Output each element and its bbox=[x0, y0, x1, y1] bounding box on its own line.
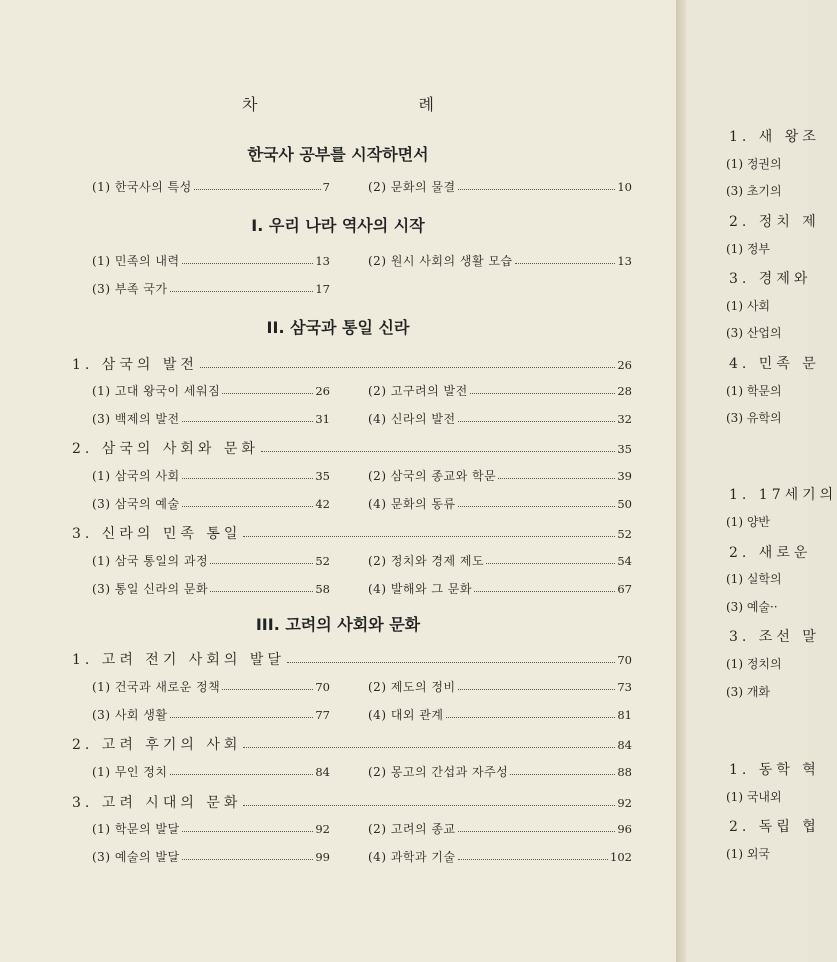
toc-entry[interactable]: (2) 제도의 정비 73 bbox=[368, 680, 632, 694]
toc-chapter[interactable]: 2. 삼국의 사회와 문화 35 bbox=[72, 441, 632, 457]
toc-chapter[interactable]: 2. 독립 협 bbox=[729, 819, 820, 835]
toc-entry[interactable]: (4) 신라의 발전 32 bbox=[368, 412, 632, 426]
book-gutter bbox=[676, 0, 686, 962]
toc-chapter[interactable]: 4. 민족 문 bbox=[729, 356, 820, 372]
toc-entry[interactable]: (1) 사회 bbox=[726, 299, 770, 313]
toc-chapter[interactable]: 2. 새로운 bbox=[729, 545, 812, 561]
toc-chapter[interactable]: 1. 고려 전기 사회의 발달 70 bbox=[72, 652, 632, 668]
toc-chapter[interactable]: 3. 조선 말 bbox=[729, 629, 820, 645]
toc-entry[interactable]: (2) 문화의 물결 10 bbox=[368, 180, 632, 194]
toc-entry[interactable]: (1) 정치의 bbox=[726, 657, 782, 671]
toc-entry[interactable]: (2) 고려의 종교 96 bbox=[368, 822, 632, 836]
toc-entry[interactable]: (1) 정권의 bbox=[726, 157, 782, 171]
toc-chapter[interactable]: 3. 고려 시대의 문화 92 bbox=[72, 795, 632, 811]
toc-entry[interactable]: (3) 산업의 bbox=[726, 326, 782, 340]
toc-entry[interactable]: (3) 예술·· bbox=[726, 600, 778, 614]
toc-entry[interactable]: (1) 학문의 발달 92 bbox=[92, 822, 330, 836]
toc-chapter[interactable]: 2. 고려 후기의 사회 84 bbox=[72, 737, 632, 753]
toc-entry[interactable]: (1) 삼국의 사회 35 bbox=[92, 469, 330, 483]
toc-entry[interactable]: (3) 사회 생활 77 bbox=[92, 708, 330, 722]
toc-entry[interactable]: (3) 백제의 발전 31 bbox=[92, 412, 330, 426]
toc-entry[interactable]: (4) 문화의 동류 50 bbox=[368, 497, 632, 511]
toc-entry[interactable]: (1) 한국사의 특성 7 bbox=[92, 180, 330, 194]
section-heading-part-2: II. 삼국과 통일 신라 bbox=[266, 318, 410, 337]
toc-entry[interactable]: (2) 삼국의 종교와 학문 39 bbox=[368, 469, 632, 483]
toc-entry[interactable]: (3) 유학의 bbox=[726, 411, 782, 425]
section-heading-part-1: I. 우리 나라 역사의 시작 bbox=[251, 216, 425, 235]
toc-entry[interactable]: (1) 고대 왕국이 세워짐 26 bbox=[92, 384, 330, 398]
section-heading-intro: 한국사 공부를 시작하면서 bbox=[247, 145, 429, 164]
toc-entry[interactable]: (1) 민족의 내력 13 bbox=[92, 254, 330, 268]
toc-entry[interactable]: (3) 삼국의 예술 42 bbox=[92, 497, 330, 511]
toc-chapter[interactable]: 1. 새 왕조 bbox=[729, 129, 820, 145]
toc-entry[interactable]: (4) 과학과 기술 102 bbox=[368, 850, 632, 864]
toc-entry[interactable]: (1) 정부 bbox=[726, 242, 770, 256]
toc-entry[interactable]: (1) 삼국 통일의 과정 52 bbox=[92, 554, 330, 568]
page-title: 차 례 bbox=[242, 95, 512, 114]
right-page bbox=[686, 0, 837, 962]
toc-chapter[interactable]: 1. 삼국의 발전 26 bbox=[72, 357, 632, 373]
toc-chapter[interactable]: 2. 정치 제 bbox=[729, 214, 820, 230]
toc-entry[interactable]: (2) 원시 사회의 생활 모습 13 bbox=[368, 254, 632, 268]
toc-entry[interactable]: (1) 학문의 bbox=[726, 384, 782, 398]
toc-entry[interactable]: (1) 실학의 bbox=[726, 572, 782, 586]
toc-entry[interactable]: (1) 국내외 bbox=[726, 790, 782, 804]
toc-chapter[interactable]: 3. 신라의 민족 통일 52 bbox=[72, 526, 632, 542]
toc-entry[interactable]: (1) 건국과 새로운 정책 70 bbox=[92, 680, 330, 694]
toc-entry[interactable]: (1) 양반 bbox=[726, 515, 770, 529]
section-heading-part-3: III. 고려의 사회와 문화 bbox=[255, 615, 421, 634]
toc-chapter[interactable]: 1. 동학 혁 bbox=[729, 762, 820, 778]
toc-chapter[interactable]: 1. 17세기의 bbox=[729, 487, 837, 503]
toc-entry[interactable]: (1) 외국 bbox=[726, 847, 770, 861]
toc-entry[interactable]: (3) 부족 국가 17 bbox=[92, 282, 330, 296]
toc-entry[interactable]: (4) 발해와 그 문화 67 bbox=[368, 582, 632, 596]
toc-entry[interactable]: (3) 초기의 bbox=[726, 184, 782, 198]
toc-entry[interactable]: (3) 개화 bbox=[726, 685, 770, 699]
toc-entry[interactable]: (4) 대외 관계 81 bbox=[368, 708, 632, 722]
toc-entry[interactable]: (3) 예술의 발달 99 bbox=[92, 850, 330, 864]
toc-entry[interactable]: (1) 무인 정치 84 bbox=[92, 765, 330, 779]
toc-chapter[interactable]: 3. 경제와 bbox=[729, 271, 812, 287]
toc-entry[interactable]: (2) 몽고의 간섭과 자주성 88 bbox=[368, 765, 632, 779]
toc-entry[interactable]: (2) 정치와 경제 제도 54 bbox=[368, 554, 632, 568]
toc-entry[interactable]: (2) 고구려의 발전 28 bbox=[368, 384, 632, 398]
toc-entry[interactable]: (3) 통일 신라의 문화 58 bbox=[92, 582, 330, 596]
